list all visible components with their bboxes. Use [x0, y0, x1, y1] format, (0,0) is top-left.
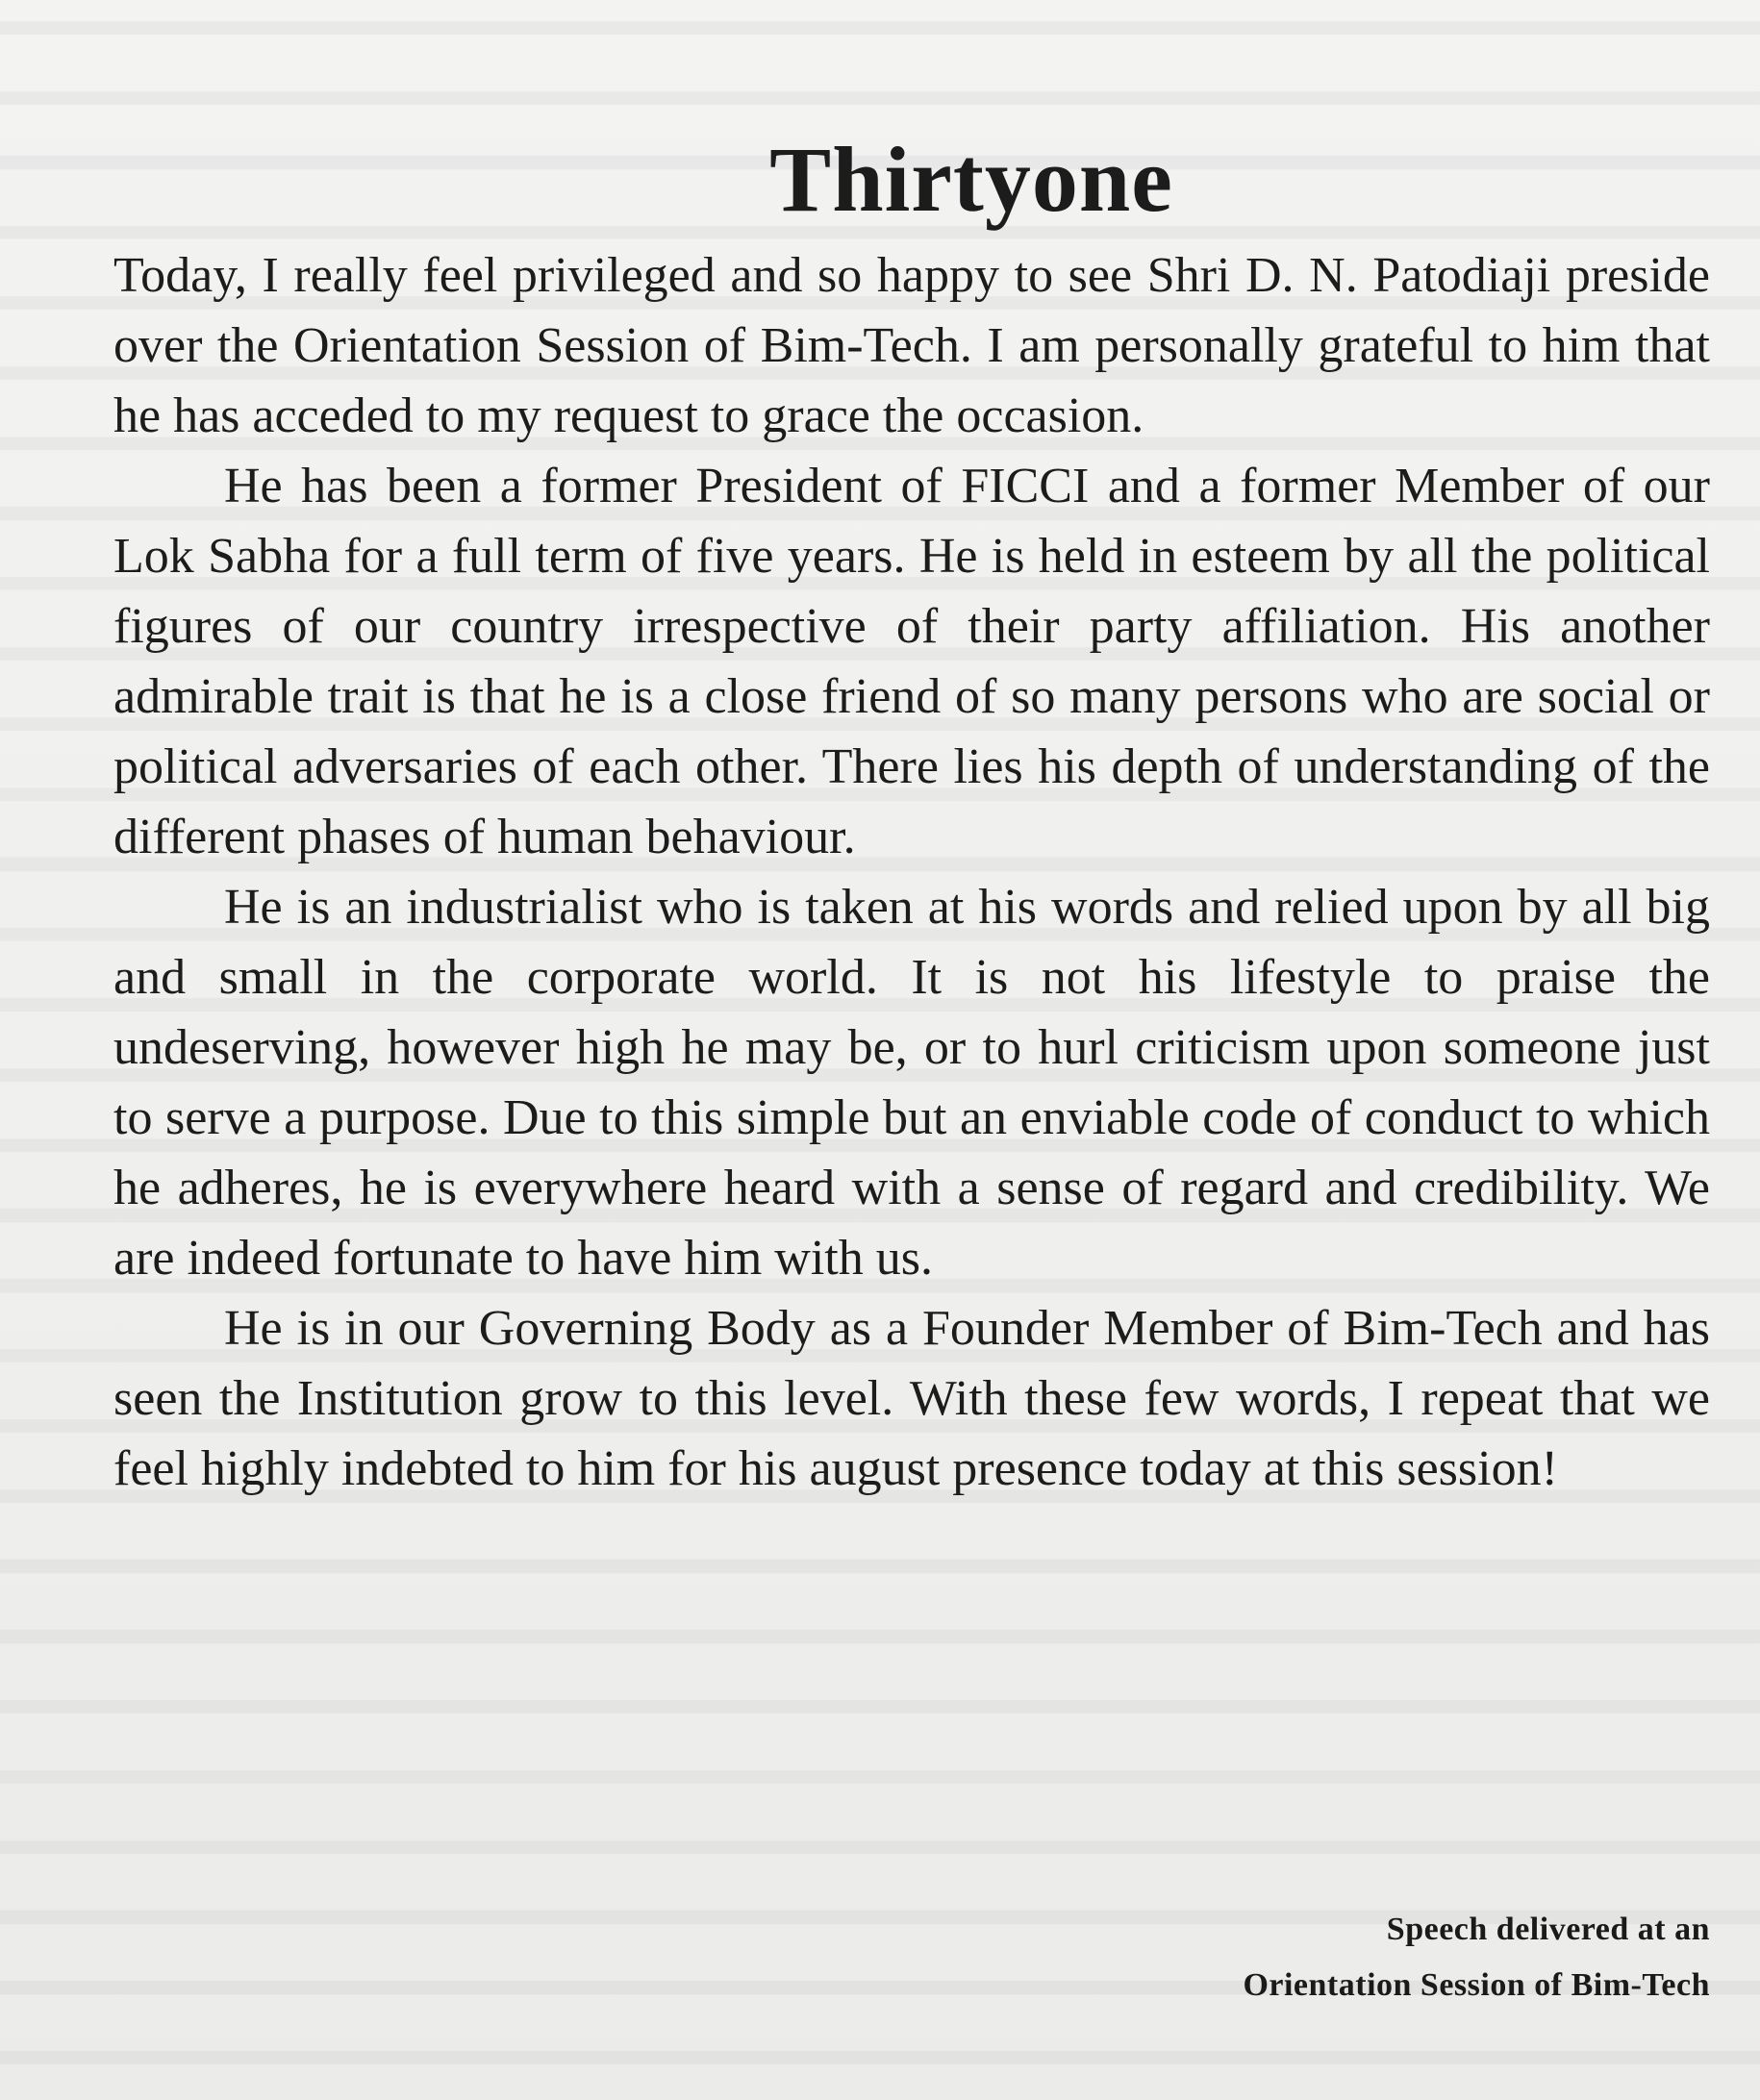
- paragraph-2: He has been a former President of FICCI and a former Member of our Lok Sabha for a full term of five years. He is held in esteem by all the political figures of our country irrespective of their party affiliation. His another admirable trait is that he is a close friend of so many persons who are social or political adversaries of each other. There lies his depth of understanding of the different phases of human behaviour.: [113, 459, 1710, 864]
- attribution-line-2: Orientation Session of Bim-Tech: [1243, 1967, 1710, 2003]
- paragraph-4: He is in our Governing Body as a Founder Member of Bim-Tech and has seen the Institution grow to this level. With these few words, I repeat that we feel highly indebted to him for his august presence today at this session!: [113, 1301, 1710, 1496]
- attribution-line-1: Speech delivered at an: [1386, 1912, 1710, 1947]
- speech-attribution: [1243, 1902, 1710, 2013]
- speech-body: [113, 240, 1710, 1504]
- chapter-title: Thirtyone: [769, 128, 1173, 232]
- paragraph-3: He is an industrialist who is taken at his words and relied upon by all big and small in the corporate world. It is not his lifestyle to praise the undeserving, however high he may be, or to hurl criticism upon someone just to serve a purpose. Due to this simple but an enviable code of conduct to which he adheres, he is everywhere heard with a sense of regard and credibility. We are indeed fortunate to have him with us.: [113, 880, 1710, 1286]
- paragraph-1: Today, I really feel privileged and so happy to see Shri D. N. Patodiaji preside over the Orientation Session of Bim-Tech. I am personally grateful to him that he has acceded to my request to grace the occasion.: [113, 248, 1710, 443]
